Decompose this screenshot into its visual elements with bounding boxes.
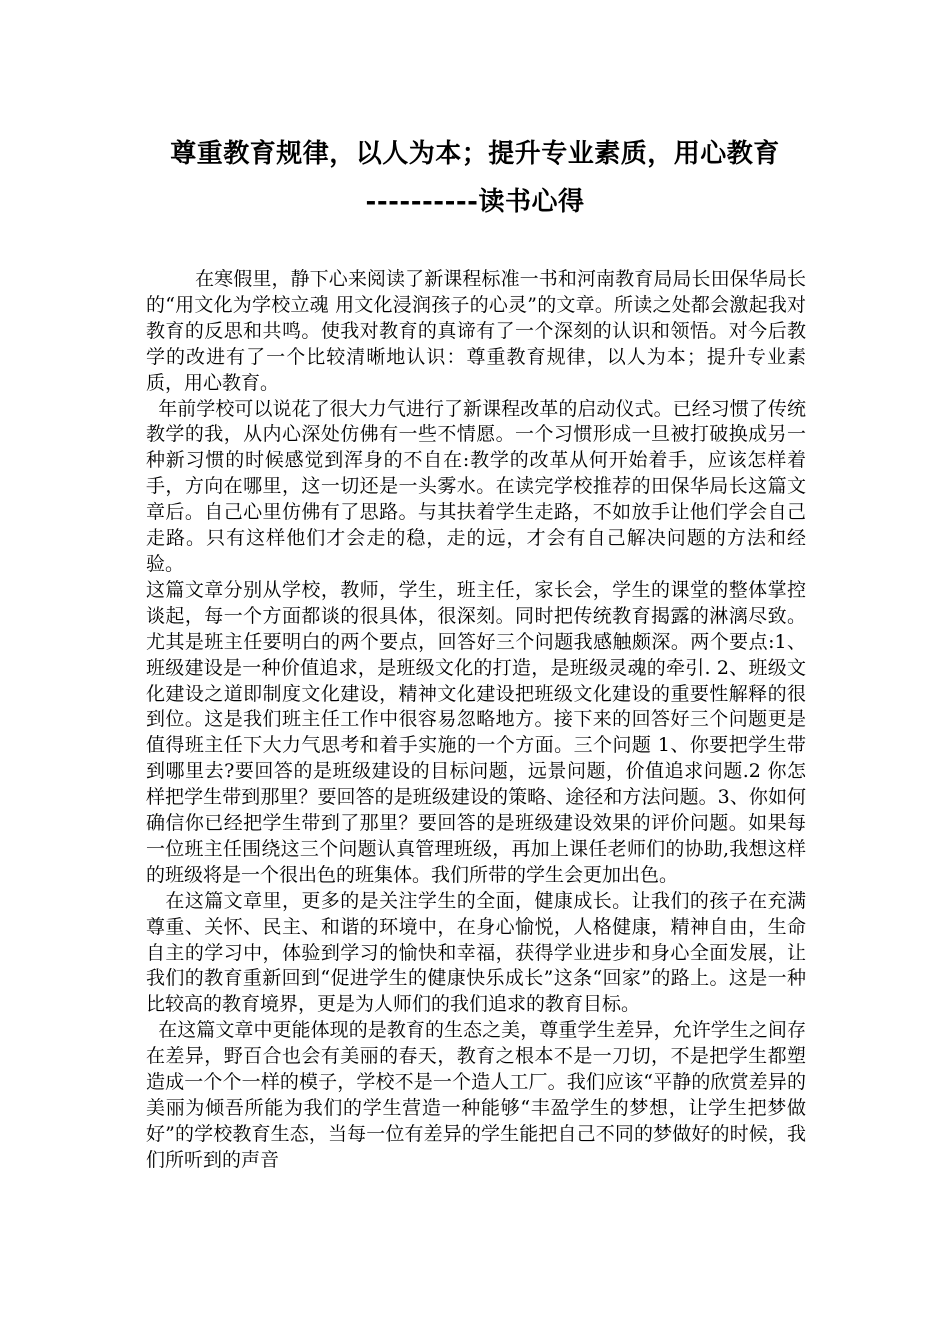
paragraph: 在寒假里，静下心来阅读了新课程标准一书和河南教育局局长田保华局长的“用文化为学校立魂 用文化浸润孩子的心灵”的文章。所读之处都会激起我对教育的反思和共鸣。使我对教育的真谛有了一个深刻的认识和领悟。对今后教学的改进有了一个比较清晰地认识：尊重教育规律，以人为本；提升专业素质，用心教育。 xyxy=(146,268,806,394)
paragraph: 在这篇文章里，更多的是关注学生的全面，健康成长。让我们的孩子在充满尊重、关怀、民主、和谐的环境中，在身心愉悦，人格健康，精神自由，生命自主的学习中，体验到学习的愉快和幸福，获得学业进步和身心全面发展，让我们的教育重新回到“促进学生的健康快乐成长”这条“回家”的路上。这是一种比较高的教育境界，更是为人师们的我们追求的教育目标。 xyxy=(146,889,806,1016)
title-line-subtitle: ----------读书心得 xyxy=(365,187,585,217)
paragraph: 这篇文章分别从学校，教师，学生，班主任，家长会，学生的课堂的整体掌控谈起，每一个方面都谈的很具体，很深刻。同时把传统教育揭露的淋漓尽致。尤其是班主任要明白的两个要点，回答好三个问题我感触颇深。两个要点:1、班级建设是一种价值追求，是班级文化的打造，是班级灵魂的牵引. 2、班级文化建设之道即制度文化建设，精神文化建设把班级文化建设的重要性解释的很到位。这是我们班主任工作中很容易忽略地方。接下来的回答好三个问题更是值得班主任下大力气思考和着手实施的一个方面。三个问题 1、你要把学生带到哪里去?要回答的是班级建设的目标问题，远景问题，价值追求问题.2 你怎样把学生带到那里？要回答的是班级建设的策略、途径和方法问题。3、你如何确信你已经把学生带到了那里？要回答的是班级建设效果的评价问题。如果每一位班主任围绕这三个问题认真管理班级，再加上课任老师们的协助,我想这样的班级将是一个很出色的班集体。我们所带的学生会更加出色。 xyxy=(146,578,806,886)
title-line-main: 尊重教育规律，以人为本；提升专业素质，用心教育 xyxy=(170,139,780,169)
document-title xyxy=(0,130,950,226)
document-body xyxy=(146,267,806,1174)
paragraph: 在这篇文章中更能体现的是教育的生态之美，尊重学生差异，允许学生之间存在差异，野百合也会有美丽的春天，教育之根本不是一刀切，不是把学生都塑造成一个个一样的模子，学校不是一个造人工厂。我们应该“平静的欣赏差异的美丽为倾吾所能为我们的学生营造一种能够“丰盈学生的梦想，让学生把梦做好”的学校教育生态，当每一位有差异的学生能把自己不同的梦做好的时候，我们所听到的声音 xyxy=(146,1019,806,1171)
paragraph: 年前学校可以说花了很大力气进行了新课程改革的启动仪式。已经习惯了传统教学的我，从内心深处仿佛有一些不情愿。一个习惯形成一旦被打破换成另一种新习惯的时候感觉到浑身的不自在:教学的改革从何开始着手，应该怎样着手，方向在哪里，这一切还是一头雾水。在读完学校推荐的田保华局长这篇文章后。自己心里仿佛有了思路。与其扶着学生走路，不如放手让他们学会自己走路。只有这样他们才会走的稳，走的远，才会有自己解决问题的方法和经验。 xyxy=(146,397,806,575)
